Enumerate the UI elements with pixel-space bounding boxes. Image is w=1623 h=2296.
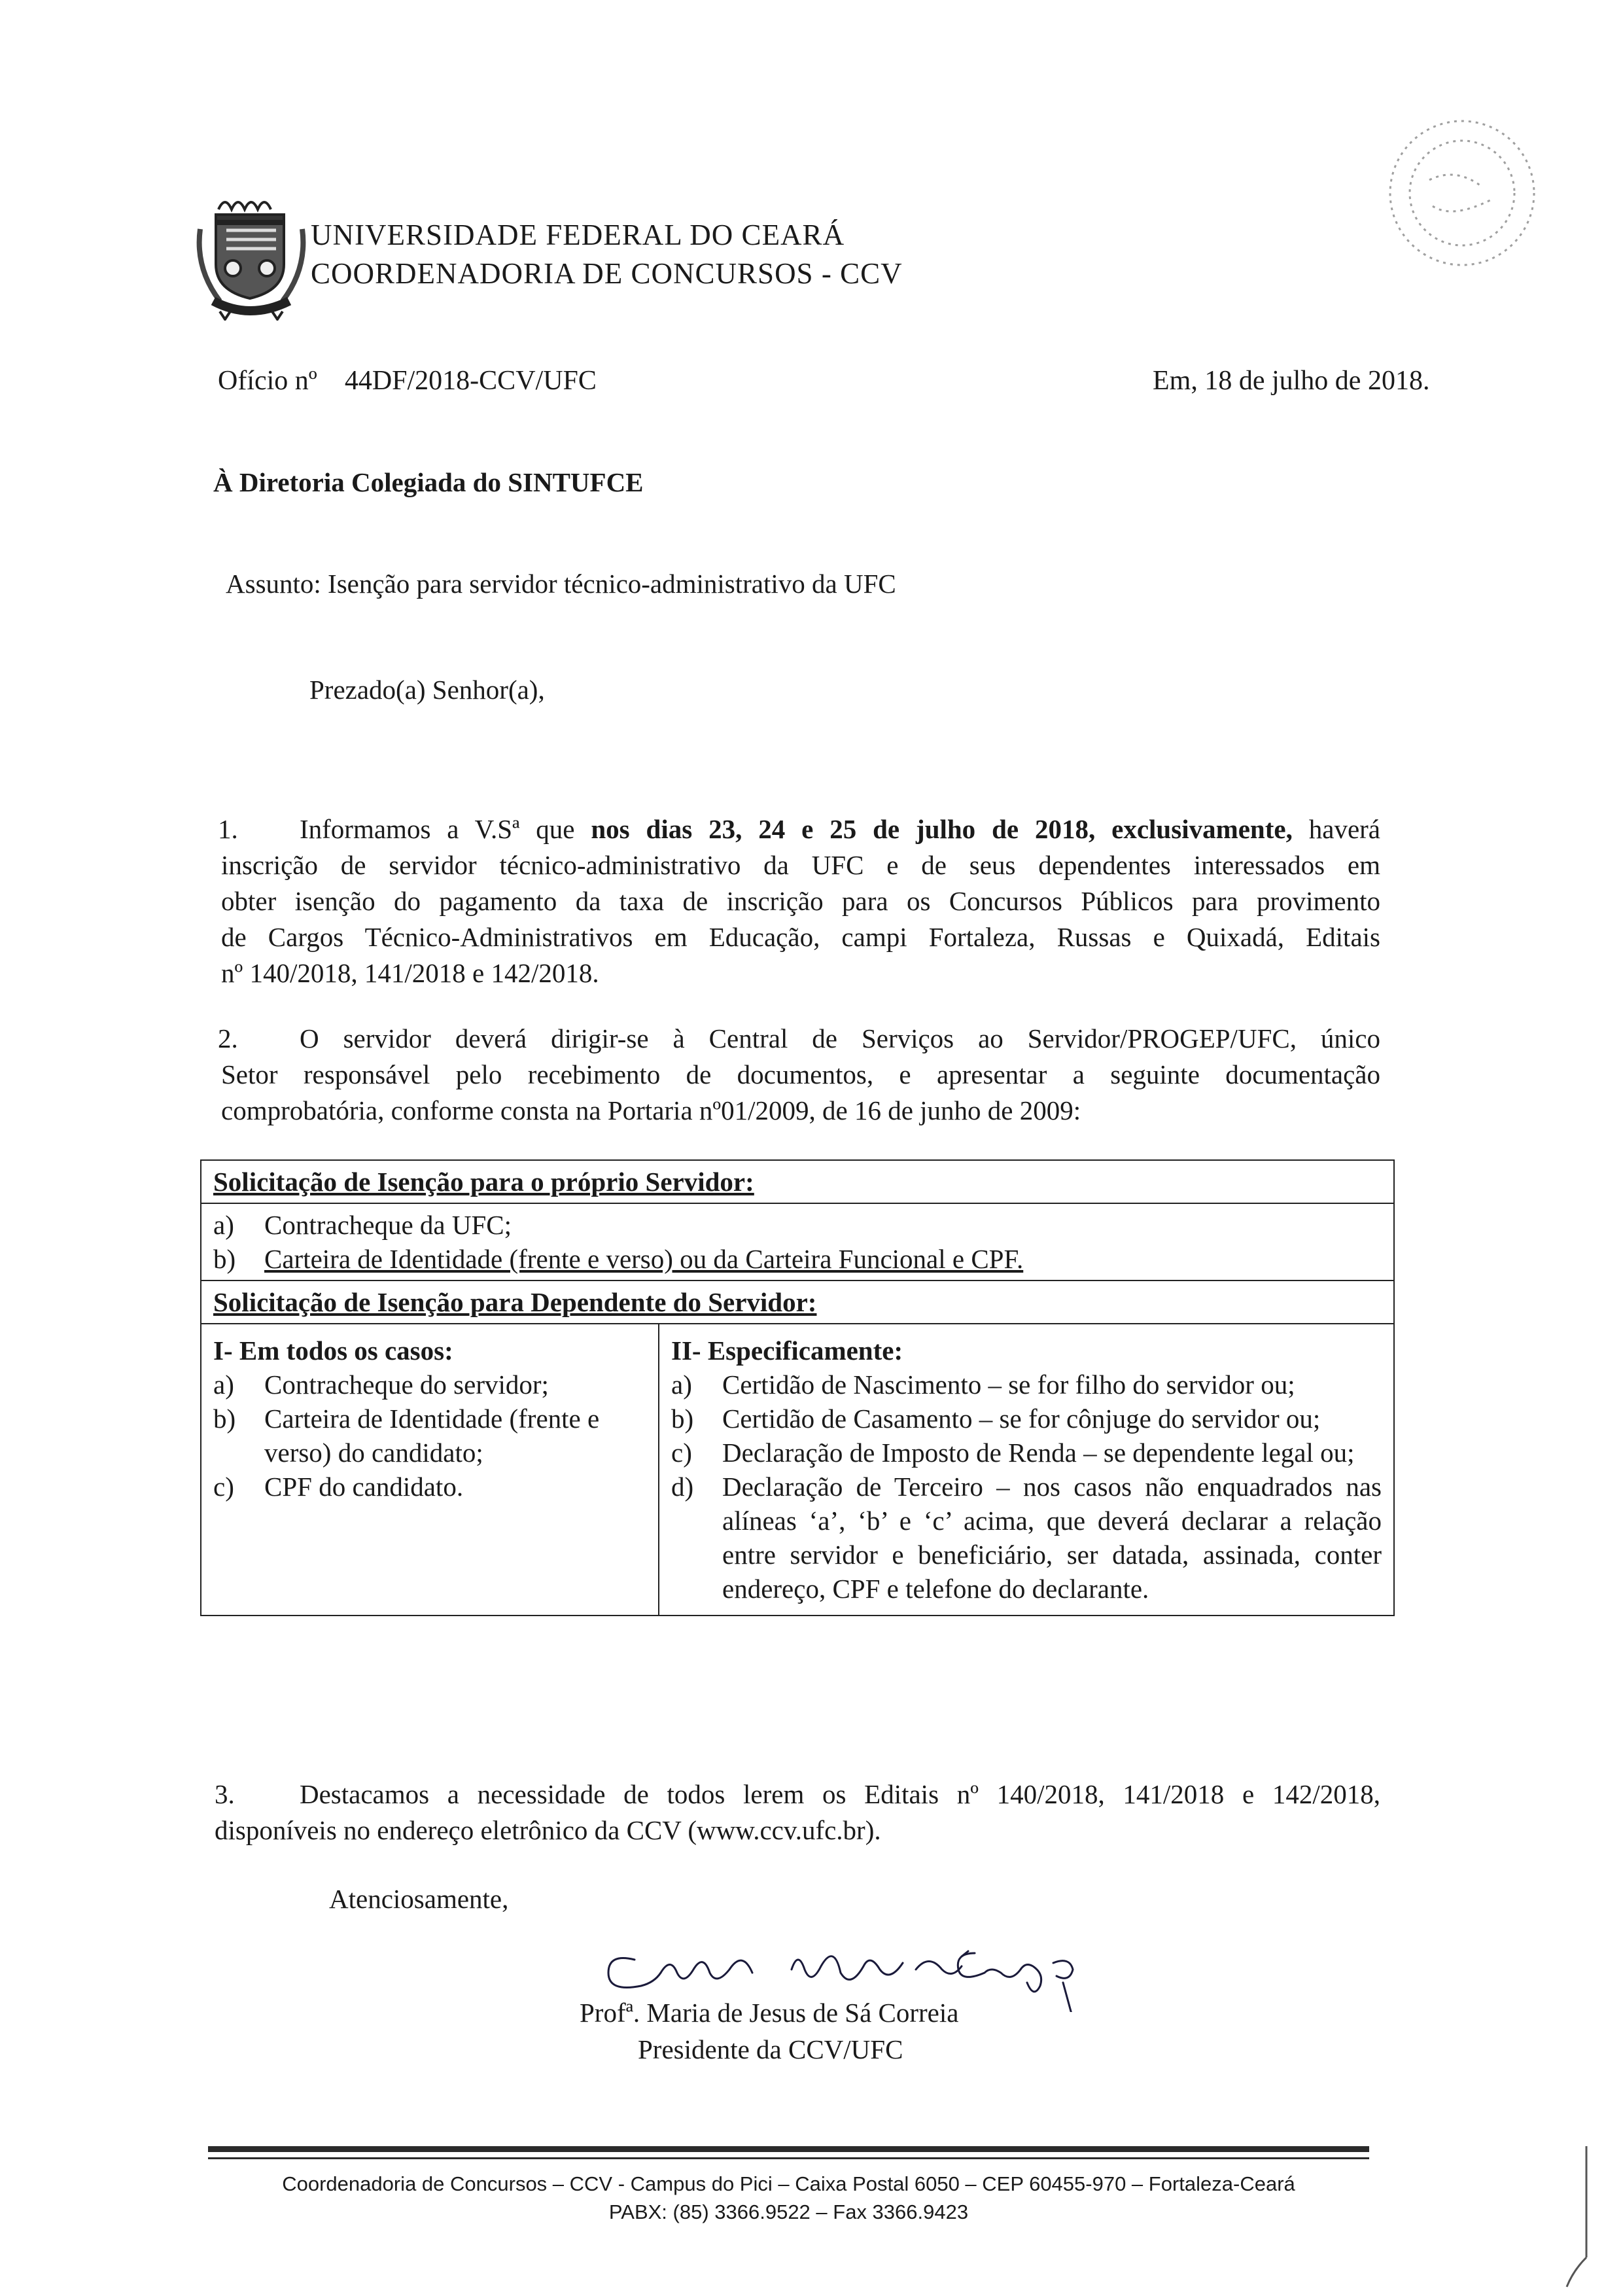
paragraph-1-line-2: inscrição de servidor técnico-administrativo da UFC e de seus dependentes interessados em [221, 850, 1380, 880]
oficio-number: Ofício nº 44DF/2018-CCV/UFC [218, 366, 597, 396]
document-date: Em, 18 de julho de 2018. [1153, 366, 1430, 396]
paragraph-3-line-2: disponíveis no endereço eletrônico da CCV (www.ccv.ufc.br). [215, 1815, 881, 1845]
specific-cases-heading: II- Especificamente: [671, 1335, 903, 1366]
list-item: a) Contracheque da UFC; [213, 1210, 512, 1240]
university-crest-logo [194, 190, 309, 321]
list-item: a) Certidão de Nascimento – se for filho do servidor ou; [671, 1369, 1295, 1400]
signatory-name: Profª. Maria de Jesus de Sá Correia [580, 1998, 959, 2028]
footer-address: Coordenadoria de Concursos – CCV - Campus do Pici – Caixa Postal 6050 – CEP 60455-970 – Fortaleza-Ceará [282, 2172, 1295, 2195]
footer-rule-thin [208, 2157, 1369, 2159]
signatory-title: Presidente da CCV/UFC [638, 2034, 903, 2064]
paragraph-2-line-3: comprobatória, conforme consta na Portaria nº01/2009, de 16 de junho de 2009: [221, 1095, 1081, 1125]
university-name: UNIVERSIDADE FEDERAL DO CEARÁ [311, 219, 845, 251]
paragraph-1-number: 1. [218, 814, 238, 844]
paragraph-2-line-2: Setor responsável pelo recebimento de documentos, e apresentar a seguinte documentação [221, 1059, 1380, 1089]
paragraph-1-line-5: nº 140/2018, 141/2018 e 142/2018. [221, 958, 599, 988]
list-item: c) Declaração de Imposto de Renda – se dependente legal ou; [671, 1438, 1355, 1468]
footer-phone: PABX: (85) 3366.9522 – Fax 3366.9423 [608, 2200, 969, 2223]
list-item: b) Certidão de Casamento – se for cônjuge do servidor ou; [671, 1404, 1321, 1434]
paragraph-2-number: 2. [218, 1023, 238, 1053]
paragraph-1-line-1: Informamos a V.Sª que nos dias 23, 24 e 25 de julho de 2018, exclusivamente, haverá [300, 814, 1380, 844]
closing: Atenciosamente, [329, 1884, 509, 1914]
list-item: b) Carteira de Identidade (frente e verso) ou da Carteira Funcional e CPF. [213, 1244, 1024, 1274]
list-item: a) Contracheque do servidor; [213, 1369, 549, 1400]
all-cases-heading: I- Em todos os casos: [213, 1335, 453, 1366]
department-name: COORDENADORIA DE CONCURSOS - CCV [311, 257, 903, 290]
paragraph-3-number: 3. [215, 1779, 235, 1809]
paragraph-1-line-3: obter isenção do pagamento da taxa de inscrição para os Concursos Públicos para provimento [221, 886, 1380, 916]
paragraph-2-line-1: O servidor deverá dirigir-se à Central de Serviços ao Servidor/PROGEP/UFC, único [300, 1023, 1380, 1053]
list-item: c) CPF do candidato. [213, 1472, 464, 1502]
margin-pen-mark [1554, 2140, 1599, 2290]
subject-line: Assunto: Isenção para servidor técnico-administrativo da UFC [226, 569, 896, 599]
own-server-heading: Solicitação de Isenção para o próprio Servidor: [201, 1160, 1394, 1203]
paragraph-3-line-1: Destacamos a necessidade de todos lerem os Editais nº 140/2018, 141/2018 e 142/2018, [300, 1779, 1380, 1809]
stamp-mark [1370, 108, 1554, 278]
footer-rule [208, 2146, 1369, 2152]
own-server-items [201, 1203, 1394, 1280]
salutation: Prezado(a) Senhor(a), [309, 675, 545, 705]
paragraph-1-line-4: de Cargos Técnico-Administrativos em Educação, campi Fortaleza, Russas e Quixadá, Editais [221, 922, 1380, 952]
dependent-heading: Solicitação de Isenção para Dependente do Servidor: [201, 1280, 1394, 1324]
specific-cases-column [659, 1324, 1394, 1616]
all-cases-column [201, 1324, 659, 1616]
list-item: b) Carteira de Identidade (frente e verso) do candidato; [213, 1404, 600, 1468]
recipient: À Diretoria Colegiada do SINTUFCE [213, 467, 644, 497]
list-item: d) Declaração de Terceiro – nos casos não enquadrados nas alíneas ‘a’, ‘b’ e ‘c’ acima, que deverá declarar a relação entre servidor e beneficiário, ser datada, assinada, conter endereço, CPF e telefone do declarante. [671, 1472, 1382, 1604]
documents-table [200, 1159, 1395, 1616]
